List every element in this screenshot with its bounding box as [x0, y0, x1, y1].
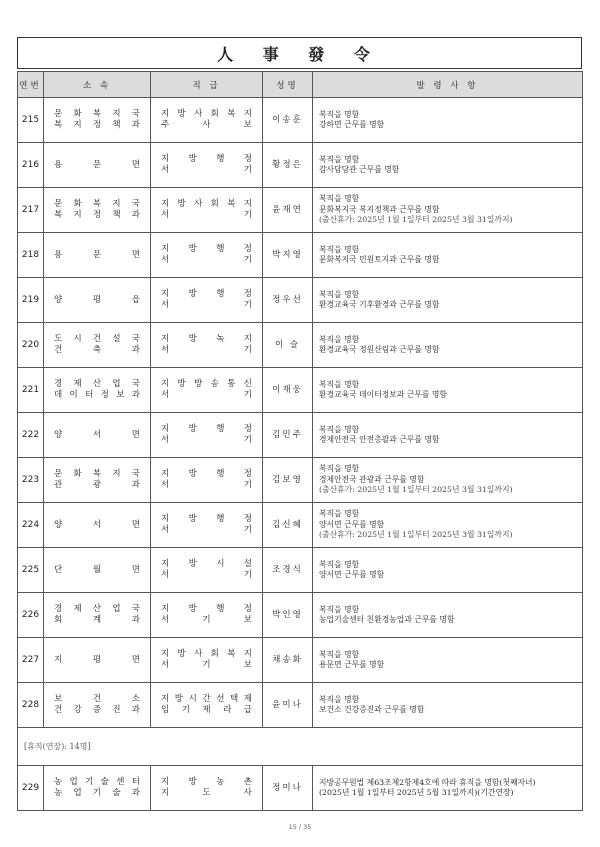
col-header-grade: 직 급	[151, 72, 263, 98]
row-number: 220	[18, 323, 44, 368]
row-number: 226	[18, 593, 44, 638]
table-row	[18, 98, 583, 143]
grade-line: 지 방 사 회 복 지	[161, 199, 252, 209]
appointment-details	[313, 593, 583, 638]
detail-line: 복직을 명함	[319, 334, 360, 344]
detail-line: 환경교육국 정원산림과 근무를 명함	[319, 345, 440, 354]
department-line: 문 화 복 지 국	[54, 469, 140, 479]
grade-line: 서 기	[161, 300, 252, 310]
row-number: 227	[18, 638, 44, 683]
table-row	[18, 143, 583, 188]
table-row	[18, 548, 583, 593]
department-cell	[44, 323, 151, 368]
grade-line: 지 방 행 정	[161, 154, 252, 164]
row-number: 216	[18, 143, 44, 188]
department-line: 양 평 읍	[54, 294, 140, 305]
department-line: 용 문 면	[54, 159, 140, 170]
person-name: 김신혜	[263, 503, 313, 548]
grade-cell	[151, 503, 263, 548]
col-header-no: 연번	[18, 72, 44, 98]
grade-line: 지 방 사 회 복 지	[161, 109, 252, 119]
department-line: 농 업 기 술 과	[54, 788, 140, 798]
grade-line: 지 방 행 정	[161, 289, 252, 299]
detail-line: 문화복지국 복지정책과 근무를 명함	[319, 204, 440, 214]
detail-line: 지방공무원법 제63조제2항제4호에 따라 휴직을 명함(첫째자녀)	[319, 777, 536, 787]
row-number: 221	[18, 368, 44, 413]
person-name: 김보영	[263, 458, 313, 503]
grade-line: 지 방 행 정	[161, 469, 252, 479]
appointment-details	[313, 233, 583, 278]
department-line: 양 서 면	[54, 519, 140, 530]
department-cell	[44, 368, 151, 413]
department-cell	[44, 98, 151, 143]
grade-cell	[151, 98, 263, 143]
person-name: 정우선	[263, 278, 313, 323]
department-line: 양 서 면	[54, 429, 140, 440]
grade-cell	[151, 458, 263, 503]
table-row	[18, 503, 583, 548]
department-line: 보 건 소	[54, 694, 140, 704]
detail-line: 복직을 명함	[319, 379, 360, 389]
row-number: 224	[18, 503, 44, 548]
grade-line: 지 방 시 간 선 택 제	[161, 694, 252, 704]
person-name: 이재웅	[263, 368, 313, 413]
person-name: 김민주	[263, 413, 313, 458]
grade-line: 서 기	[161, 390, 252, 400]
department-line: 관 광 과	[54, 480, 140, 490]
grade-cell	[151, 233, 263, 278]
grade-line: 서 기	[161, 210, 252, 220]
department-cell	[44, 766, 151, 811]
department-line: 회 계 과	[54, 615, 140, 625]
department-line: 문 화 복 지 국	[54, 109, 140, 119]
department-cell	[44, 188, 151, 233]
detail-line: 복직을 명함	[319, 194, 360, 204]
department-line: 경 제 산 업 국	[54, 604, 140, 614]
grade-line: 서 기 보	[161, 615, 252, 625]
appointment-details	[313, 503, 583, 548]
person-name: 윤미나	[263, 683, 313, 728]
personnel-table	[17, 71, 583, 811]
table-row	[18, 413, 583, 458]
row-number: 217	[18, 188, 44, 233]
appointment-details	[313, 638, 583, 683]
row-number: 219	[18, 278, 44, 323]
row-number: 229	[18, 766, 44, 811]
appointment-details	[313, 98, 583, 143]
department-line: 경 제 산 업 국	[54, 379, 140, 389]
detail-line: 양서면 근무를 명함	[319, 570, 385, 579]
appointment-details	[313, 323, 583, 368]
table-row	[18, 278, 583, 323]
appointment-details	[313, 458, 583, 503]
appointment-details	[313, 143, 583, 188]
detail-line: 용문면 근무를 명함	[319, 660, 385, 669]
detail-line: 복직을 명함	[319, 509, 360, 519]
person-name: 박지영	[263, 233, 313, 278]
department-line: 건 강 증 진 과	[54, 705, 140, 715]
detail-line: (출산휴가: 2025년 1월 1일부터 2025년 3월 31일까지)	[319, 530, 513, 540]
table-row	[18, 233, 583, 278]
detail-line: 환경교육국 기후환경과 근무를 명함	[319, 300, 440, 309]
department-line: 복 지 정 책 과	[54, 120, 140, 130]
col-header-details: 발 령 사 항	[313, 72, 583, 98]
grade-cell	[151, 413, 263, 458]
department-cell	[44, 593, 151, 638]
grade-line: 서 기 보	[161, 660, 252, 670]
grade-cell	[151, 766, 263, 811]
appointment-details	[313, 683, 583, 728]
detail-line: 감사담당관 근무를 명함	[319, 165, 400, 174]
grade-line: 서 기	[161, 345, 252, 355]
grade-cell	[151, 368, 263, 413]
row-number: 222	[18, 413, 44, 458]
grade-line: 지 방 행 정	[161, 424, 252, 434]
department-line: 도 시 건 설 국	[54, 334, 140, 344]
detail-line: (출산휴가: 2025년 1월 1일부터 2025년 3월 31일까지)	[319, 215, 513, 225]
detail-line: 복직을 명함	[319, 154, 360, 164]
detail-line: 경제안전국 관광과 근무를 명함	[319, 474, 425, 484]
department-cell	[44, 143, 151, 188]
row-number: 218	[18, 233, 44, 278]
grade-line: 지 방 농 촌	[161, 777, 252, 787]
detail-line: 문화복지국 민원토지과 근무를 명함	[319, 255, 440, 264]
detail-line: 복직을 명함	[319, 464, 360, 474]
appointment-details	[313, 278, 583, 323]
grade-cell	[151, 593, 263, 638]
department-line: 데 이 터 정 보 과	[54, 390, 140, 400]
detail-line: 양서면 근무를 명함	[319, 519, 385, 529]
table-body	[18, 98, 583, 811]
row-number: 225	[18, 548, 44, 593]
row-number: 223	[18, 458, 44, 503]
section-label: [휴직(연장): 14명]	[18, 728, 583, 766]
grade-cell	[151, 638, 263, 683]
grade-cell	[151, 548, 263, 593]
table-row	[18, 638, 583, 683]
appointment-details	[313, 766, 583, 811]
department-cell	[44, 233, 151, 278]
grade-line: 서 기	[161, 165, 252, 175]
grade-line: 지 방 방 송 통 신	[161, 379, 252, 389]
grade-line: 지 방 행 정	[161, 514, 252, 524]
department-cell	[44, 458, 151, 503]
department-line: 문 화 복 지 국	[54, 199, 140, 209]
department-line: 복 지 정 책 과	[54, 210, 140, 220]
grade-line: 임 기 제 라 급	[161, 705, 252, 715]
row-number: 228	[18, 683, 44, 728]
grade-line: 서 기	[161, 255, 252, 265]
department-line: 농 업 기 술 센 터	[54, 777, 140, 787]
person-name: 채송화	[263, 638, 313, 683]
table-row	[18, 323, 583, 368]
person-name: 조경식	[263, 548, 313, 593]
grade-line: 지 도 사	[161, 788, 252, 798]
grade-cell	[151, 323, 263, 368]
detail-line: 복직을 명함	[319, 109, 360, 119]
detail-line: (2025년 1월 1일부터 2025년 5월 31일까지)(기간연장)	[319, 788, 514, 797]
table-row	[18, 593, 583, 638]
appointment-details	[313, 413, 583, 458]
detail-line: 복직을 명함	[319, 424, 360, 434]
detail-line: 복직을 명함	[319, 649, 360, 659]
detail-line: 농업기술센터 친환경농업과 근무를 명함	[319, 615, 455, 624]
department-line: 단 월 면	[54, 564, 140, 575]
table-row	[18, 368, 583, 413]
person-name: 박인영	[263, 593, 313, 638]
department-cell	[44, 413, 151, 458]
document-title: 人 事 發 令	[17, 37, 582, 69]
grade-line: 서 기	[161, 525, 252, 535]
table-row	[18, 766, 583, 811]
row-number: 215	[18, 98, 44, 143]
department-line: 건 축 과	[54, 345, 140, 355]
grade-line: 지 방 행 정	[161, 244, 252, 254]
department-cell	[44, 638, 151, 683]
appointment-details	[313, 188, 583, 233]
grade-line: 서 기	[161, 570, 252, 580]
detail-line: 환경교육국 데이터정보과 근무를 명함	[319, 390, 447, 399]
table-row	[18, 188, 583, 233]
detail-line: 경제안전국 안전총괄과 근무를 명함	[319, 435, 440, 444]
detail-line: (출산휴가: 2025년 1월 1일부터 2025년 3월 31일까지)	[319, 485, 513, 495]
detail-line: 복직을 명함	[319, 694, 360, 704]
department-cell	[44, 503, 151, 548]
grade-cell	[151, 278, 263, 323]
col-header-dept: 소 속	[44, 72, 151, 98]
appointment-details	[313, 368, 583, 413]
table-row	[18, 458, 583, 503]
detail-line: 보건소 건강증진과 근무를 명함	[319, 705, 425, 714]
department-cell	[44, 548, 151, 593]
grade-line: 서 기	[161, 435, 252, 445]
detail-line: 복직을 명함	[319, 604, 360, 614]
detail-line: 강하면 근무를 명함	[319, 120, 385, 129]
page-number: 15 / 35	[288, 823, 312, 831]
detail-line: 복직을 명함	[319, 244, 360, 254]
grade-line: 주 사 보	[161, 120, 252, 130]
person-name: 윤재연	[263, 188, 313, 233]
grade-line: 지 방 시 설	[161, 559, 252, 569]
grade-cell	[151, 188, 263, 233]
person-name: 이 슬	[263, 323, 313, 368]
grade-line: 지 방 녹 지	[161, 334, 252, 344]
department-cell	[44, 278, 151, 323]
person-name: 황정은	[263, 143, 313, 188]
department-line: 지 평 면	[54, 654, 140, 665]
grade-cell	[151, 143, 263, 188]
person-name: 정미나	[263, 766, 313, 811]
grade-line: 서 기	[161, 480, 252, 490]
table-row	[18, 683, 583, 728]
detail-line: 복직을 명함	[319, 289, 360, 299]
detail-line: 복직을 명함	[319, 559, 360, 569]
grade-line: 지 방 행 정	[161, 604, 252, 614]
grade-line: 지 방 사 회 복 지	[161, 649, 252, 659]
section-row	[18, 728, 583, 766]
document	[17, 37, 582, 811]
appointment-details	[313, 548, 583, 593]
table-header-row	[18, 72, 583, 98]
person-name: 이송훈	[263, 98, 313, 143]
grade-cell	[151, 683, 263, 728]
department-line: 용 문 면	[54, 249, 140, 260]
department-cell	[44, 683, 151, 728]
col-header-name: 성명	[263, 72, 313, 98]
